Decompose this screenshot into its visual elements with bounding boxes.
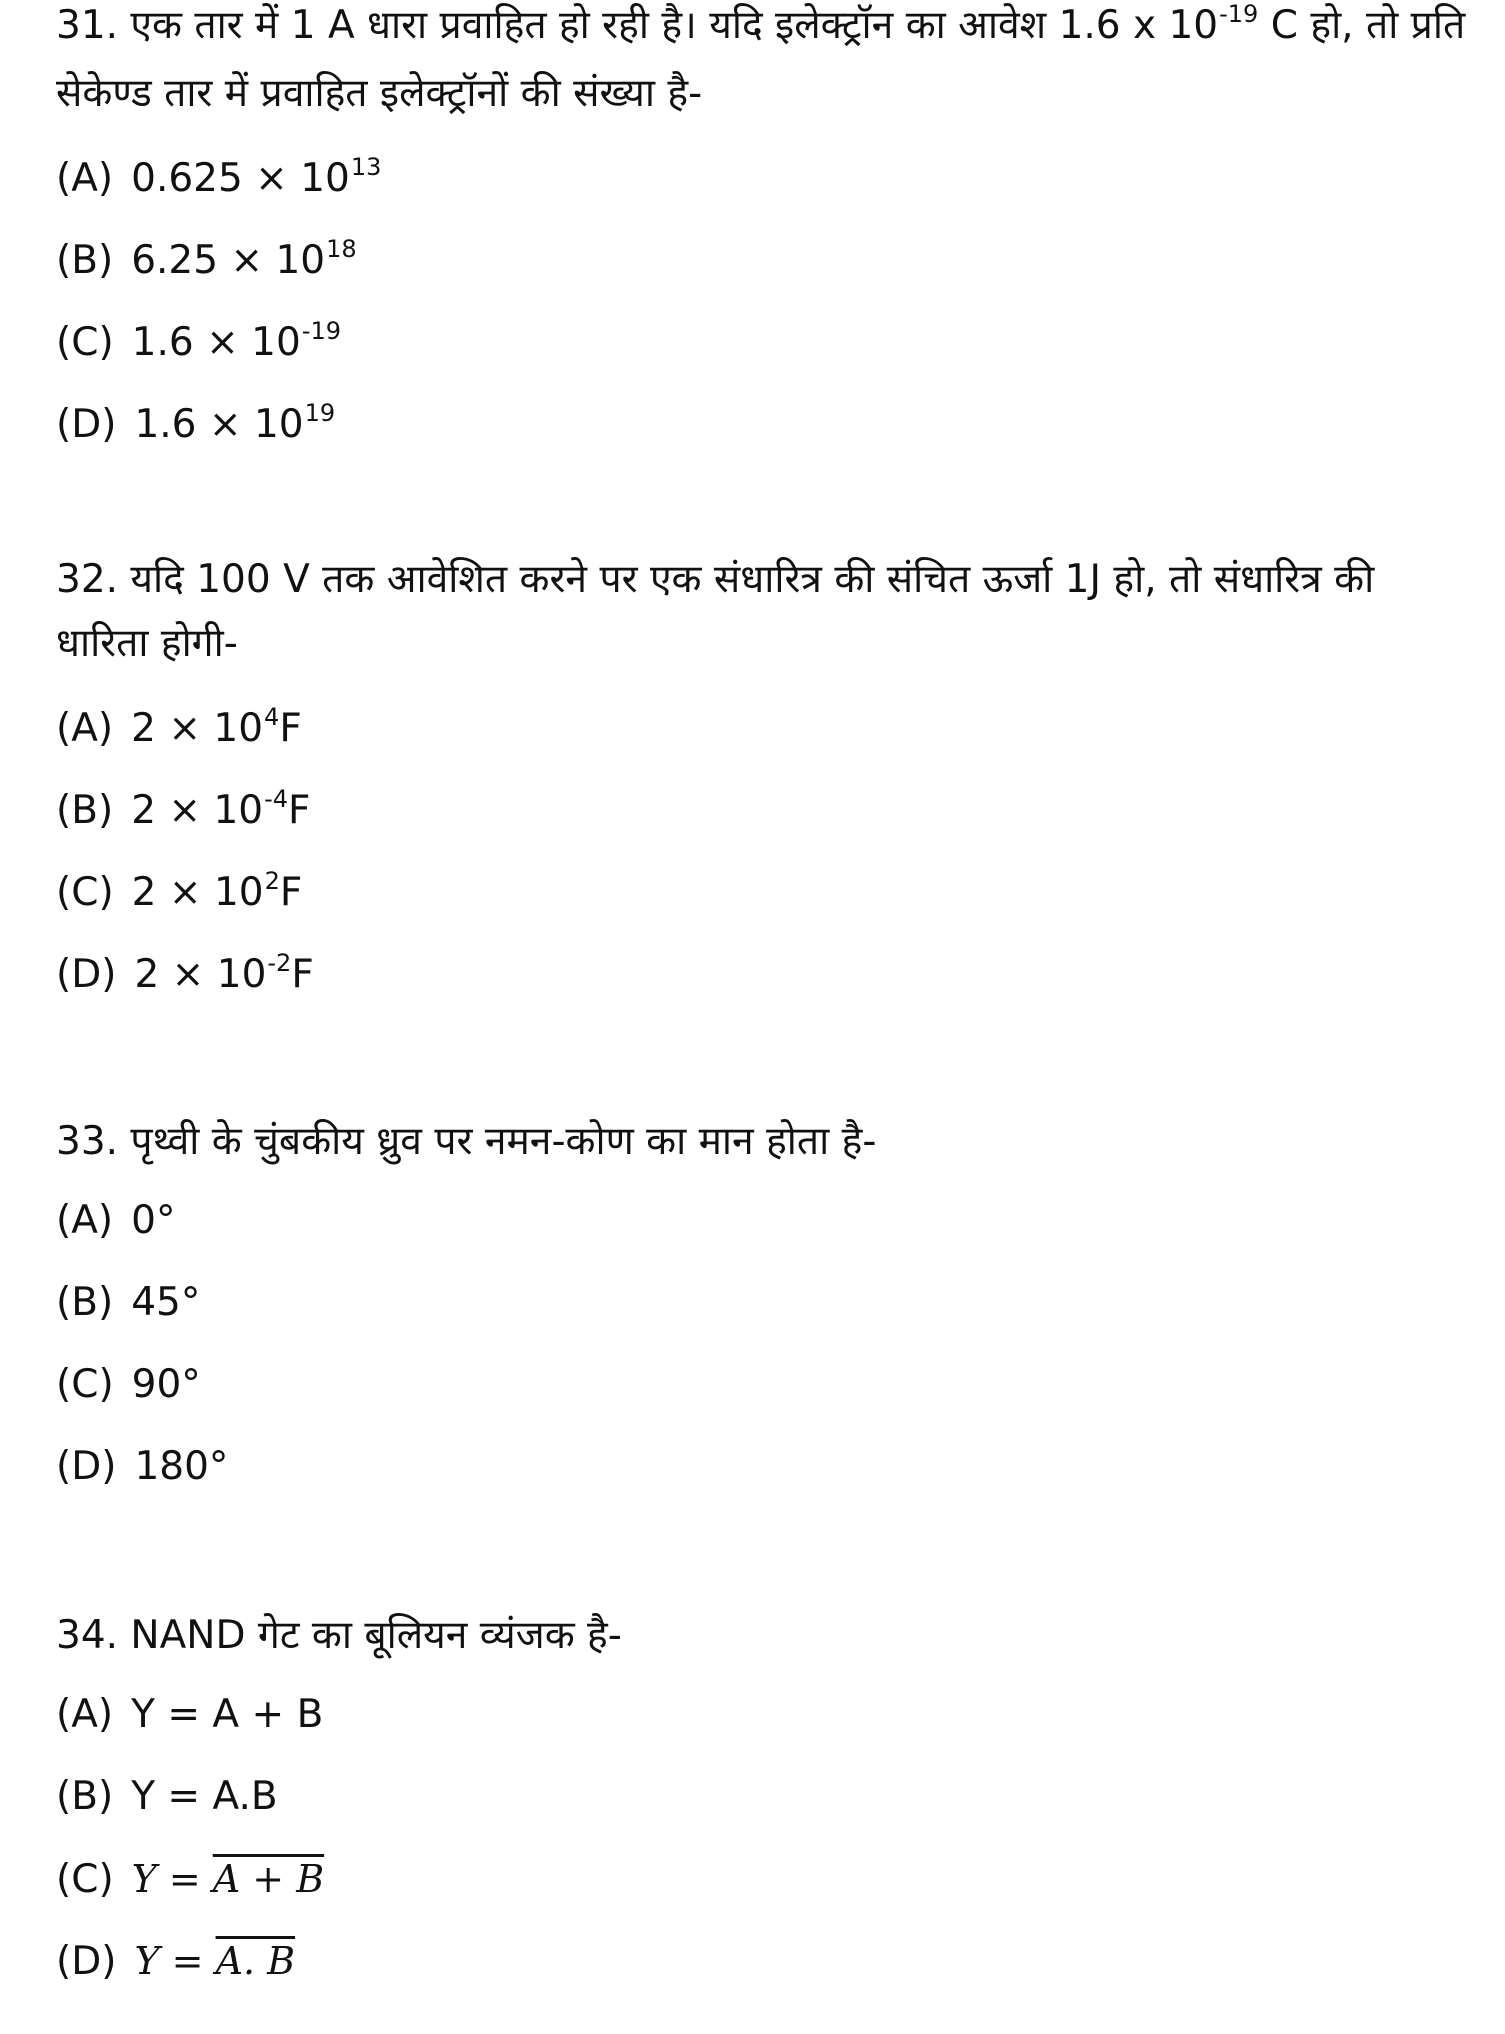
option-33-b: (B) 45° xyxy=(56,1280,201,1325)
option-32-b: (B) $2 \times 10^{-4}F$ xyxy=(56,785,311,833)
overline-term: A. B xyxy=(215,1939,296,1983)
option-31-d: (D) $1.6 \times 10^{19}$ xyxy=(56,399,336,447)
question-32 xyxy=(56,548,1476,1016)
boolean-expression-c: Y = A + B xyxy=(131,1857,325,1901)
option-34-b: (B) Y = A.B xyxy=(56,1774,278,1819)
option-32-d: (D) $2 \times 10^{-2}F$ xyxy=(56,949,314,997)
question-33 xyxy=(56,1110,1476,1508)
question-31 xyxy=(56,0,1476,466)
overline-term: A + B xyxy=(212,1857,325,1901)
question-32-options xyxy=(56,688,1476,1016)
question-33-options xyxy=(56,1180,1476,1508)
question-31-options xyxy=(56,138,1476,466)
option-34-a: (A) Y = A + B xyxy=(56,1692,324,1737)
option-32-a: (A) $2 \times 10^4F$ xyxy=(56,703,302,751)
boolean-expression-d: Y = A. B xyxy=(134,1939,296,1983)
option-33-a: (A) 0° xyxy=(56,1198,176,1243)
question-34-stem: 34. NAND गेट का बूलियन व्यंजक है- xyxy=(56,1613,622,1658)
option-33-c: (C) 90° xyxy=(56,1362,201,1407)
option-31-c: (C) $1.6 \times 10^{-19}$ xyxy=(56,317,341,365)
question-34-options xyxy=(56,1674,1476,2002)
option-34-c: (C) Y = A + B xyxy=(56,1857,325,1902)
option-32-c: (C) $2 \times 10^2F$ xyxy=(56,867,303,915)
option-34-d: (D) Y = A. B xyxy=(56,1939,296,1984)
question-34 xyxy=(56,1604,1476,2002)
question-32-stem: 32. यदि 100 V तक आवेशित करने पर एक संधारित्र की संचित ऊर्जा 1J हो, तो संधारित्र की धारिता होगी- xyxy=(56,557,1375,666)
question-33-stem: 33. पृथ्वी के चुंबकीय ध्रुव पर नमन-कोण का मान होता है- xyxy=(56,1119,877,1164)
option-31-b: (B) $6.25 \times 10^{18}$ xyxy=(56,235,357,283)
option-31-a: (A) $0.625 \times 10^{13}$ xyxy=(56,153,382,201)
question-31-stem: 31. एक तार में 1 A धारा प्रवाहित हो रही है। यदि इलेक्ट्रॉन का आवेश 1.6 x $10^{-19}$ C हो, तो प्रति सेकेण्ड तार में प्रवाहित इलेक्ट्रॉनों की संख्या है- xyxy=(56,0,1466,116)
option-33-d: (D) 180° xyxy=(56,1444,229,1489)
